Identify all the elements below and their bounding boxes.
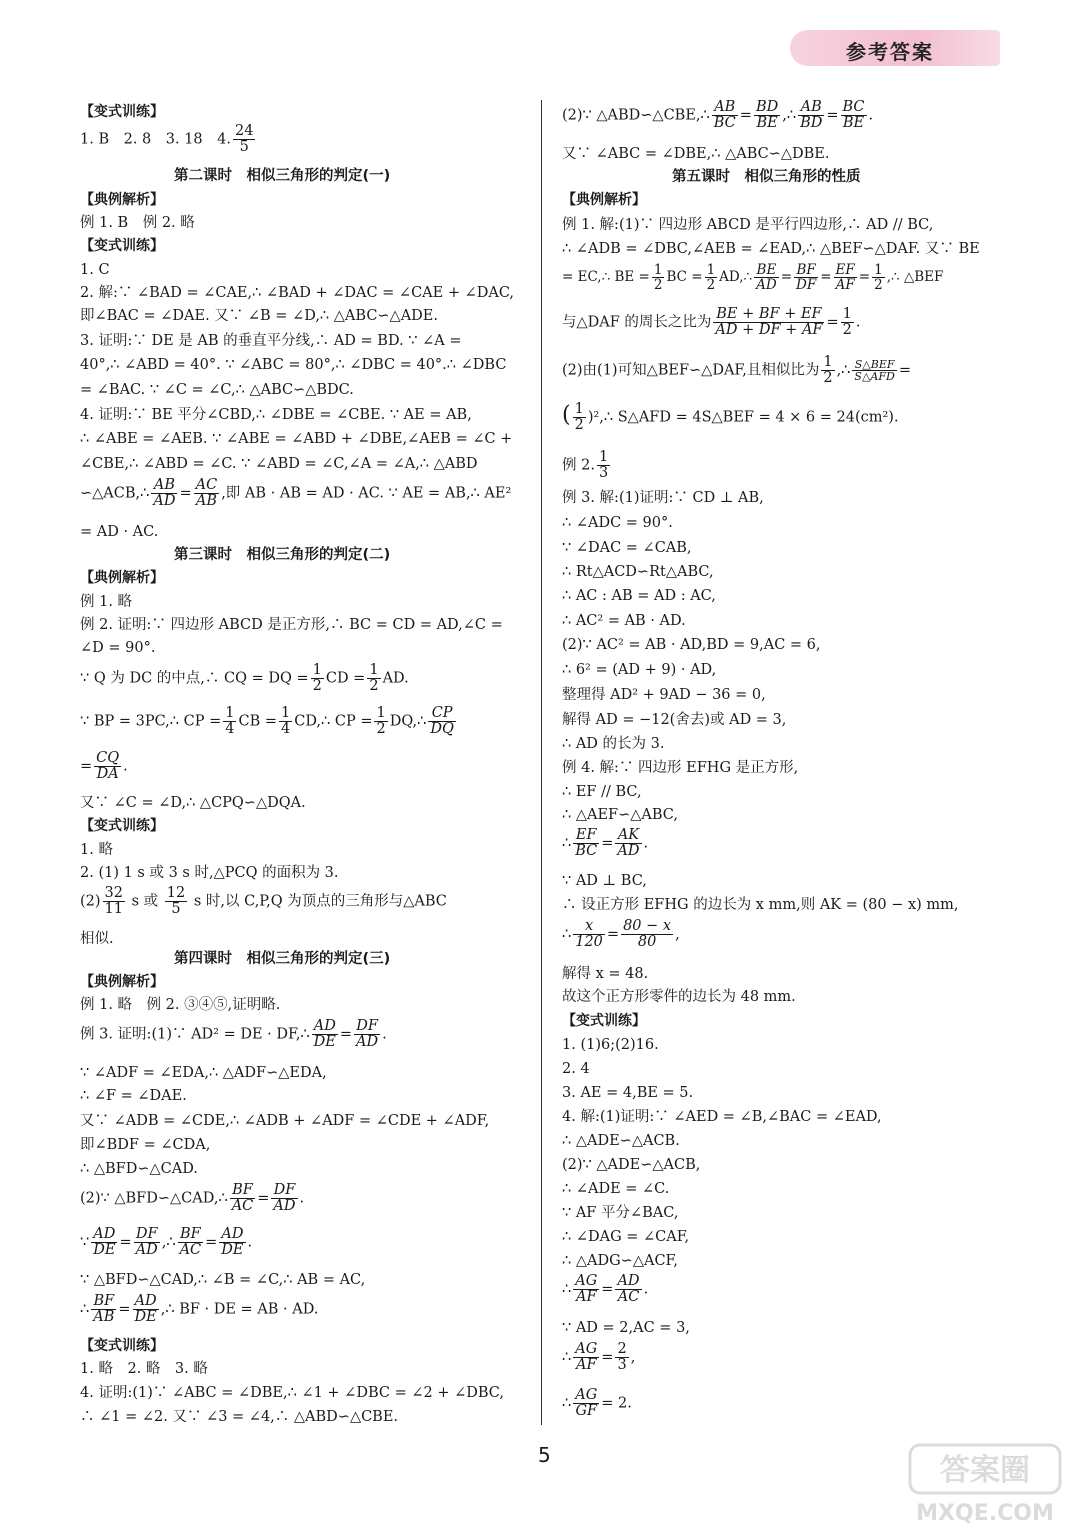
answer-line: 解得 AD = −12(舍去)或 AD = 3, xyxy=(562,712,787,728)
answer-line: 1. 略 2. 略 3. 略 xyxy=(80,1361,208,1377)
answer-line: 例 1. B 例 2. 略 xyxy=(80,215,195,231)
answer-line: ∴ 设正方形 EFHG 的边长为 x mm,则 AK = (80 − x) mm, xyxy=(562,897,959,913)
answer-line: ∴ ∠ABE = ∠AEB. ∵ ∠ABE = ∠ABD + ∠DBE,∠AEB = ∠C + xyxy=(80,431,513,447)
answer-line: ∴ AC² = AB · AD. xyxy=(562,613,686,629)
answer-line: ∽△ACB,∴ $\frac{AB}{AD}$ = $\frac{AC}{AB}$ ,即 AB · AB = AD · AC. ∵ AE = AB,∴ AE² xyxy=(80,477,512,510)
lesson-title: 第四课时 相似三角形的判定(三) xyxy=(174,951,391,967)
section-label: 【典例解析】 xyxy=(80,192,164,208)
answer-line: ∴ $\frac{BF}{AB}$ = $\frac{AD}{DE}$ ,∴ BF · DE = AB · AD. xyxy=(80,1293,319,1326)
section-label: 【变式训练】 xyxy=(80,1338,164,1354)
lesson-title: 第五课时 相似三角形的性质 xyxy=(672,169,861,185)
answer-line: 即∠BDF = ∠CDA, xyxy=(80,1137,211,1153)
lesson-title: 第二课时 相似三角形的判定(一) xyxy=(174,168,391,184)
answer-line: ∵ AD ⊥ BC, xyxy=(562,873,647,889)
answer-line: 整理得 AD² + 9AD − 36 = 0, xyxy=(562,687,766,703)
answer-line: 4. 证明:∵ BE 平分∠CBD,∴ ∠DBE = ∠CBE. ∵ AE = AB, xyxy=(80,407,472,423)
answer-line: ( $\frac{1}{2}$ )²,∴ S△AFD = 4S△BEF = 4 × 6 = 24(cm²). xyxy=(562,401,899,434)
answer-line: 40°,∴ ∠ABD = 40°. ∵ ∠ABC = 80°,∴ ∠DBC = 40°.∴ ∠DBC xyxy=(80,357,507,373)
answer-line: ∴ ∠1 = ∠2. 又∵ ∠3 = ∠4,∴ △ABD∽△CBE. xyxy=(80,1409,399,1425)
answer-line: ∴ ∠ADE = ∠C. xyxy=(562,1181,670,1197)
answer-line: 例 3. 证明:(1)∵ AD² = DE · DF,∴ $\frac{AD}{DE}$ = $\frac{DF}{AD}$ . xyxy=(80,1018,387,1051)
answer-line: 又∵ ∠C = ∠D,∴ △CPQ∽△DQA. xyxy=(80,795,306,811)
answer-line: (2)∵ △ABD∽△CBE,∴ $\frac{AB}{BC}$ = $\frac{BD}{BE}$ ,∴ $\frac{AB}{BD}$ = $\frac{BC}{BE}$ . xyxy=(562,99,874,132)
answer-line: 相似. xyxy=(80,931,114,947)
answer-line: 例 1. 略 xyxy=(80,594,133,610)
answer-line: ∴ AD 的长为 3. xyxy=(562,736,665,752)
answer-line: 例 2. 证明:∵ 四边形 ABCD 是正方形,∴ BC = CD = AD,∠C = xyxy=(80,617,503,633)
answer-line: (2)∵ AC² = AB · AD,BD = 9,AC = 6, xyxy=(562,637,821,653)
answer-line: 与△DAF 的周长之比为 $\frac{BE + BF + EF}{AD + DF + AF}$ = $\frac{1}{2}$ . xyxy=(562,306,861,339)
answer-line: ∠CBE,∴ ∠ABD = ∠C. ∵ ∠ABD = ∠C,∠A = ∠A,∴ △ABD xyxy=(80,456,478,472)
answer-line: = ∠BAC. ∵ ∠C = ∠C,∴ △ABC∽△BDC. xyxy=(80,382,354,398)
answer-line: ∴ ∠DAG = ∠CAF, xyxy=(562,1229,690,1245)
answer-line: ∴ △AEF∽△ABC, xyxy=(562,807,678,823)
answer-line: = EC,∴ BE = $\frac{1}{2}$ BC = $\frac{1}{2}$ AD,∴ $\frac{BE}{AD}$ = $\frac{BF}{DF}$ = $\frac{EF}{AF}$ = $\frac{1}{2}$ ,∴ △BEF xyxy=(562,262,944,294)
answer-line: ∵ $\frac{AD}{DE}$ = $\frac{DF}{AD}$ ,∴ $\frac{BF}{AC}$ = $\frac{AD}{DE}$ . xyxy=(80,1226,253,1259)
answer-line: 又∵ ∠ABC = ∠DBE,∴ △ABC∽△DBE. xyxy=(562,146,830,162)
answer-line: 2. 解:∵ ∠BAD = ∠CAE,∴ ∠BAD + ∠DAC = ∠CAE + ∠DAC, xyxy=(80,285,515,301)
answer-line: ∴ △ADG∽△ACF, xyxy=(562,1253,678,1269)
answer-line: ∴ △BFD∽△CAD. xyxy=(80,1161,198,1177)
answer-line: 3. 证明:∵ DE 是 AB 的垂直平分线,∴ AD = BD. ∵ ∠A = xyxy=(80,333,462,349)
answer-line: 2. 4 xyxy=(562,1061,590,1077)
header-label: 参考答案 xyxy=(846,40,934,64)
answer-line: ∴ $\frac{AG}{GF}$ = 2. xyxy=(562,1387,632,1420)
answer-line: = AD · AC. xyxy=(80,524,159,540)
answer-line: (2) $\frac{32}{11}$ s 或 $\frac{12}{5}$ s 时,以 C,P,Q 为顶点的三角形与△ABC xyxy=(80,885,447,918)
svg-text:MXQE.COM: MXQE.COM xyxy=(916,1501,1054,1526)
answer-line: ∴ ∠F = ∠DAE. xyxy=(80,1088,187,1104)
answer-line: 1. 略 xyxy=(80,842,113,858)
answer-line: (2)由(1)可知△BEF∽△DAF,且相似比为 $\frac{1}{2}$ ,∴ $\frac{\text{S△BEF}}{\text{S△AFD}}$ = xyxy=(562,354,911,387)
answer-line: 2. (1) 1 s 或 3 s 时,△PCQ 的面积为 3. xyxy=(80,865,339,881)
answer-line: = $\frac{CQ}{DA}$ . xyxy=(80,750,128,783)
answer-line: ∵ ∠DAC = ∠CAB, xyxy=(562,540,692,556)
answer-line: ∵ BP = 3PC,∴ CP = $\frac{1}{4}$ CB = $\frac{1}{4}$ CD,∴ CP = $\frac{1}{2}$ DQ,∴ $\frac{CP}{DQ}$ xyxy=(80,705,454,738)
answer-line: ∴ ∠ADB = ∠DBC,∠AEB = ∠EAD,∴ △BEF∽△DAF. 又∵ BE xyxy=(562,241,980,257)
section-label: 【变式训练】 xyxy=(80,238,164,254)
section-label: 【变式训练】 xyxy=(80,818,164,834)
answer-line: 例 1. 解:(1)∵ 四边形 ABCD 是平行四边形,∴ AD // BC, xyxy=(562,217,934,233)
answer-line: ∵ ∠ADF = ∠EDA,∴ △ADF∽△EDA, xyxy=(80,1065,327,1081)
answer-line: 1. (1)6;(2)16. xyxy=(562,1037,659,1053)
answer-line: ∴ 6² = (AD + 9) · AD, xyxy=(562,662,717,678)
answer-line: ∴ △ADE∽△ACB. xyxy=(562,1133,680,1149)
answer-line: 4. 证明:(1)∵ ∠ABC = ∠DBE,∴ ∠1 + ∠DBC = ∠2 + ∠DBC, xyxy=(80,1385,504,1401)
answer-line: ∴ $\frac{AG}{AF}$ = $\frac{2}{3}$ , xyxy=(562,1341,636,1374)
answer-line: ∵ Q 为 DC 的中点,∴ CQ = DQ = $\frac{1}{2}$ CD = $\frac{1}{2}$ AD. xyxy=(80,662,409,695)
answer-line: 1. B 2. 8 3. 18 4. $\frac{24}{5}$ xyxy=(80,123,254,156)
answer-line: 解得 x = 48. xyxy=(562,966,649,982)
section-label: 【典例解析】 xyxy=(562,192,646,208)
answer-line: 1. C xyxy=(80,262,110,278)
answer-line: ∴ AC : AB = AD : AC, xyxy=(562,588,716,604)
answer-line: ∵ △BFD∽△CAD,∴ ∠B = ∠C,∴ AB = AC, xyxy=(80,1272,366,1288)
section-label: 【变式训练】 xyxy=(80,104,164,120)
watermark-logo xyxy=(905,1440,1070,1530)
answer-line: ∴ $\frac{EF}{BC}$ = $\frac{AK}{AD}$ . xyxy=(562,827,649,860)
answer-line: (2)∵ △ADE∽△ACB, xyxy=(562,1157,701,1173)
answer-line: (2)∵ △BFD∽△CAD,∴ $\frac{BF}{AC}$ = $\frac{DF}{AD}$ . xyxy=(80,1182,305,1215)
answer-line: ∵ AF 平分∠BAC, xyxy=(562,1205,679,1221)
answer-line: ∴ Rt△ACD∽Rt△ABC, xyxy=(562,564,714,580)
answer-line: 即∠BAC = ∠DAE. 又∵ ∠B = ∠D,∴ △ABC∽△ADE. xyxy=(80,308,439,324)
answer-line: 又∵ ∠ADB = ∠CDE,∴ ∠ADB + ∠ADF = ∠CDE + ∠ADF, xyxy=(80,1113,490,1129)
answer-line: 3. AE = 4,BE = 5. xyxy=(562,1085,694,1101)
answer-line: ∠D = 90°. xyxy=(80,640,156,656)
answer-line: 4. 解:(1)证明:∵ ∠AED = ∠B,∠BAC = ∠EAD, xyxy=(562,1109,882,1125)
answer-line: 故这个正方形零件的边长为 48 mm. xyxy=(562,989,796,1005)
svg-text:答案圈: 答案圈 xyxy=(940,1453,1030,1488)
answer-line: ∵ AD = 2,AC = 3, xyxy=(562,1320,690,1336)
answer-line: 例 1. 略 例 2. ③④⑤,证明略. xyxy=(80,997,281,1013)
answer-line: ∴ EF // BC, xyxy=(562,784,642,800)
page-number: 5 xyxy=(538,1443,551,1467)
section-label: 【典例解析】 xyxy=(80,570,164,586)
answer-line: ∴ ∠ADC = 90°. xyxy=(562,515,673,531)
column-divider xyxy=(541,100,542,1425)
lesson-title: 第三课时 相似三角形的判定(二) xyxy=(174,547,391,563)
section-label: 【典例解析】 xyxy=(80,974,164,990)
section-label: 【变式训练】 xyxy=(562,1013,646,1029)
answer-line: 例 4. 解:∵ 四边形 EFHG 是正方形, xyxy=(562,760,799,776)
answer-line: 例 3. 解:(1)证明:∵ CD ⊥ AB, xyxy=(562,490,764,506)
answer-line: ∴ $\frac{x}{120}$ = $\frac{80 - x}{80}$ , xyxy=(562,918,680,951)
answer-line: ∴ $\frac{AG}{AF}$ = $\frac{AD}{AC}$ . xyxy=(562,1273,649,1306)
answer-line: 例 2. $\frac{1}{3}$ xyxy=(562,449,609,482)
